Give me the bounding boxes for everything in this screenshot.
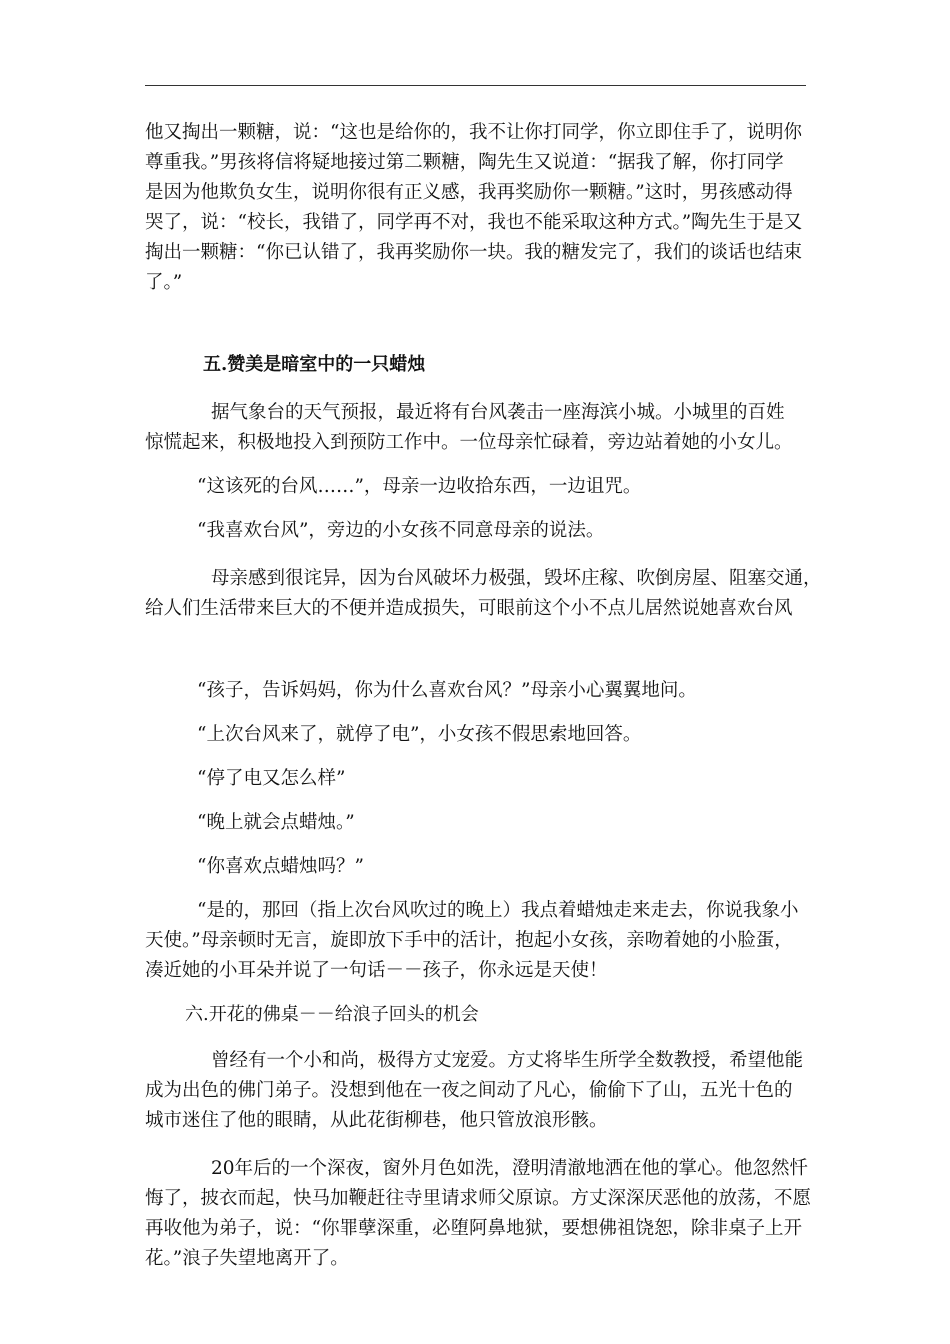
text-line: 天使。”母亲顿时无言，旋即放下手中的活计，抱起小女孩，亲吻着她的小脸蛋， [145,930,793,951]
dialogue-line: “停了电又怎么样” [197,768,346,789]
dialogue-line: “我喜欢台风”，旁边的小女孩不同意母亲的说法。 [197,520,605,541]
dialogue-line: “孩子，告诉妈妈，你为什么喜欢台风？”母亲小心翼翼地问。 [197,680,697,701]
text-line: 凑近她的小耳朵并说了一句话－－孩子，你永远是天使！ [145,960,608,981]
section-5-paragraph-1 [145,398,810,458]
text-line: 掏出一颗糖：“你已认错了，我再奖励你一块。我的糖发完了，我们的谈话也结束 [145,242,802,263]
section-6-paragraph-1 [145,1046,810,1136]
text-line: 花。”浪子失望地离开了。 [145,1248,349,1269]
section-5-heading: 五.赞美是暗室中的一只蜡烛 [203,354,426,375]
text-line: 城市迷住了他的眼睛，从此花街柳巷，他只管放浪形骸。 [145,1110,608,1131]
text-line: 了。” [145,272,183,293]
text-line: 惊慌起来，积极地投入到预防工作中。一位母亲忙碌着，旁边站着她的小女儿。 [145,432,793,453]
text-line: 据气象台的天气预报，最近将有台风袭击一座海滨小城。小城里的百姓 [211,402,785,423]
text-line: 再收他为弟子，说：“你罪孽深重，必堕阿鼻地狱，要想佛祖饶恕，除非桌子上开 [145,1218,802,1239]
dialogue-line: “晚上就会点蜡烛。” [197,812,355,833]
paragraph-candy-story [145,118,810,298]
header-rule [145,85,806,86]
text-line: 成为出色的佛门弟子。没想到他在一夜之间动了凡心，偷偷下了山，五光十色的 [145,1080,793,1101]
section-6-heading: 六.开花的佛桌－－给浪子回头的机会 [185,1004,479,1025]
section-6-paragraph-2 [145,1154,810,1274]
text-line: 曾经有一个小和尚，极得方丈宠爱。方丈将毕生所学全数教授，希望他能 [211,1050,804,1071]
text-line: “是的，那回（指上次台风吹过的晚上）我点着蜡烛走来走去，你说我象小 [197,900,799,921]
dialogue-line: “上次台风来了，就停了电”，小女孩不假思索地回答。 [197,724,642,745]
dialogue-line: “你喜欢点蜡烛吗？” [197,856,364,877]
section-5-paragraph-3 [145,896,810,986]
text-line: 他又掏出一颗糖，说：“这也是给你的，我不让你打同学，你立即住手了，说明你 [145,122,802,143]
section-5-paragraph-2 [145,564,822,624]
text-line: 母亲感到很诧异，因为台风破坏力极强，毁坏庄稼、吹倒房屋、阻塞交通， [211,568,822,589]
text-line: 是因为他欺负女生，说明你很有正义感，我再奖励你一颗糖。”这时，男孩感动得 [145,182,793,203]
text-line: 尊重我。”男孩将信将疑地接过第二颗糖，陶先生又说道：“据我了解，你打同学 [145,152,784,173]
text-line: 20年后的一个深夜，窗外月色如洗，澄明清澈地洒在他的掌心。他忽然忏 [211,1158,809,1179]
document-body [145,118,822,1274]
text-line: 给人们生活带来巨大的不便并造成损失，可眼前这个小不点儿居然说她喜欢台风 [145,598,793,619]
dialogue-line: “这该死的台风……”，母亲一边收拾东西，一边诅咒。 [197,476,642,497]
text-line: 悔了，披衣而起，快马加鞭赶往寺里请求师父原谅。方丈深深厌恶他的放荡，不愿 [145,1188,812,1209]
text-line: 哭了，说：“校长，我错了，同学再不对，我也不能采取这种方式。”陶先生于是又 [145,212,803,233]
